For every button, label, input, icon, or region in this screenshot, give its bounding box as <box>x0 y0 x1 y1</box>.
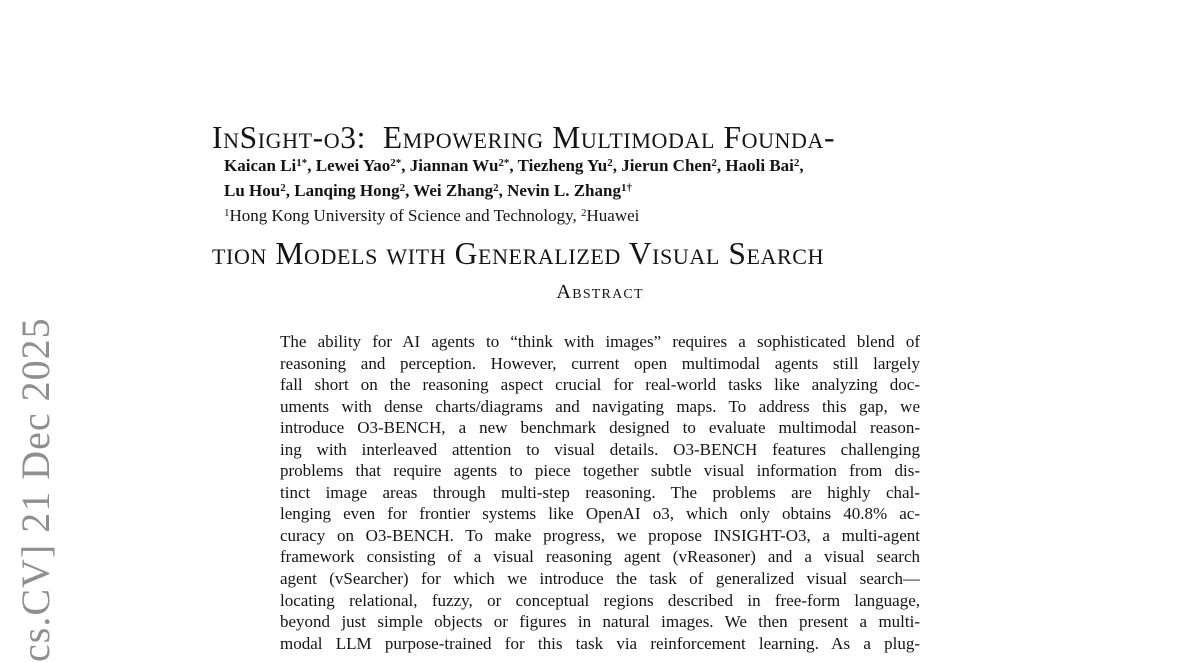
superscript-marker: 2 <box>607 157 613 169</box>
abstract-line: tinct image areas through multi-step reasoning. The problems are highly chal- <box>280 482 920 502</box>
superscript-marker: 2 <box>399 181 406 194</box>
text-segment: , Wei Zhang <box>405 180 494 200</box>
abstract-line: lenging even for frontier systems like OpenAI o3, which only obtains 40.8% ac- <box>280 504 920 524</box>
text-segment: Huawei <box>586 205 640 225</box>
author-block <box>224 152 984 227</box>
arxiv-sidebar-watermark: cs.CV] 21 Dec 2025 <box>13 317 58 662</box>
abstract-line: beyond just simple objects or figures in natural images. We then present a multi- <box>280 612 920 632</box>
paper-title-line-1: InSight-o3: Empowering Multimodal Founda- <box>212 120 836 155</box>
affiliation-line <box>224 202 984 227</box>
abstract-line: problems that require agents to piece together subtle visual information from dis- <box>280 461 920 481</box>
abstract-line: The ability for AI agents to “think with images” requires a sophisticated blend of <box>280 332 920 351</box>
abstract-line: ing with interleaved attention to visual details. O3-BENCH features challenging <box>280 439 920 459</box>
abstract-line: locating relational, fuzzy, or conceptual regions described in free-form language, <box>280 590 920 610</box>
abstract-line: uments with dense charts/diagrams and navigating maps. To address this gap, we <box>280 396 920 416</box>
text-segment: Hong Kong University of Science and Technology, <box>229 205 581 225</box>
abstract-line: reasoning and perception. However, current open multimodal agents still largely <box>280 353 920 373</box>
abstract-line: curacy on O3-BENCH. To make progress, we propose INSIGHT-O3, a multi-agent <box>280 525 920 545</box>
superscript-marker: 2* <box>390 157 402 169</box>
text-segment: , Lewei Yao <box>307 155 391 175</box>
abstract-line: modal LLM purpose-trained for this task via reinforcement learning. As a plug- <box>280 633 920 653</box>
superscript-marker: 1 <box>224 206 230 219</box>
text-segment: , Tiezheng Yu <box>509 155 608 175</box>
abstract-line: introduce O3-BENCH, a new benchmark designed to evaluate multimodal reason- <box>280 418 920 438</box>
text-segment: Lu Hou <box>224 180 281 200</box>
paper-title-line-2: tion Models with Generalized Visual Search <box>212 235 825 271</box>
abstract-body <box>280 331 920 654</box>
abstract-line: framework consisting of a visual reasoning agent (vReasoner) and a visual search <box>280 547 920 567</box>
text-segment: , <box>799 155 804 175</box>
superscript-marker: 2* <box>498 157 510 169</box>
superscript-marker: 2 <box>493 181 499 194</box>
text-segment: , Lanqing Hong <box>285 180 400 200</box>
text-segment: , Jiannan Wu <box>401 155 499 175</box>
superscript-marker: 2 <box>711 157 717 169</box>
superscript-marker: 2 <box>793 157 800 169</box>
text-segment: Kaican Li <box>224 155 297 175</box>
superscript-marker: 1† <box>620 181 632 194</box>
text-segment: , Haoli Bai <box>716 155 794 175</box>
text-segment: , Jierun Chen <box>612 155 712 175</box>
author-line-1 <box>224 152 984 177</box>
text-segment: , Nevin L. Zhang <box>498 180 621 200</box>
superscript-marker: 1* <box>296 157 308 169</box>
superscript-marker: 2 <box>280 181 286 194</box>
abstract-heading: Abstract <box>556 281 644 303</box>
abstract-line: fall short on the reasoning aspect crucial for real-world tasks like analyzing doc- <box>280 375 920 395</box>
author-line-2 <box>224 177 984 202</box>
superscript-marker: 2 <box>581 206 587 219</box>
abstract-line: agent (vSearcher) for which we introduce the task of generalized visual search— <box>280 569 920 589</box>
